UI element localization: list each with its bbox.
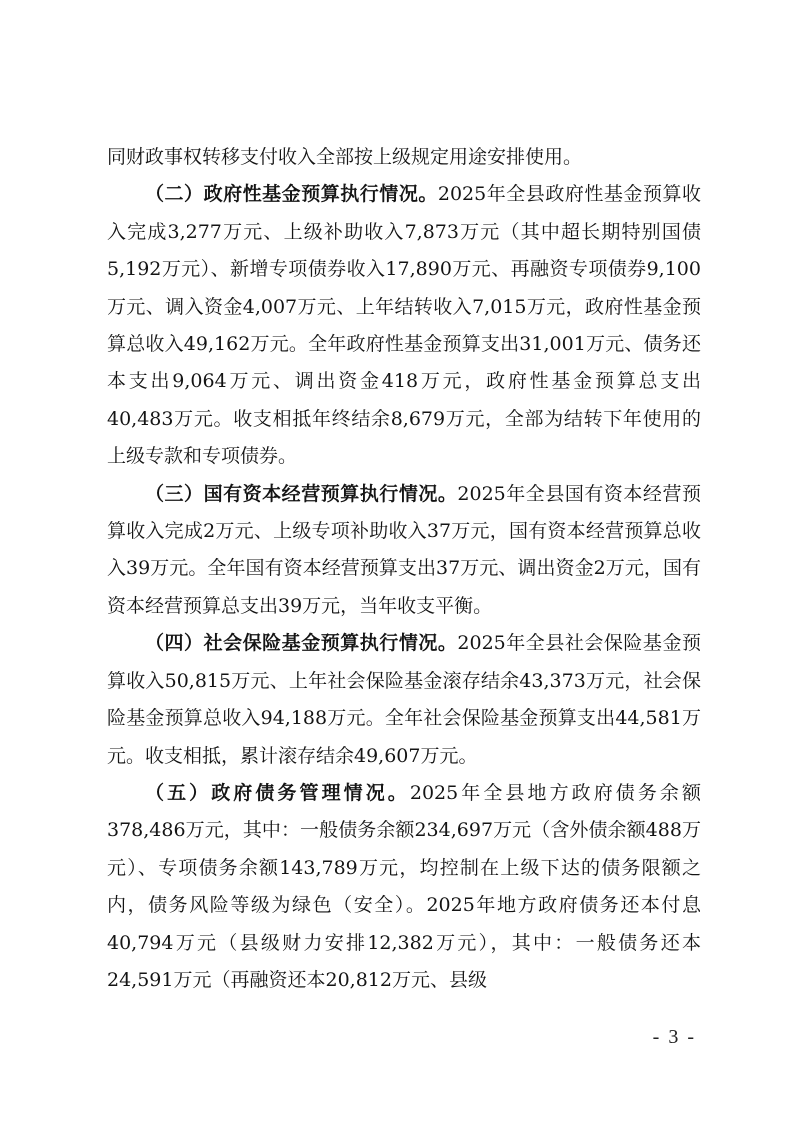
section-paragraph-5 — [107, 775, 701, 999]
section-paragraph-2 — [107, 176, 701, 475]
intro-paragraph: 同财政事权转移支付收入全部按上级规定用途安排使用。 — [107, 146, 583, 168]
section-body-4: 2025年全县社会保险基金预算收入50,815万元、上年社会保险基金滚存结余43,373万元，社会保险基金预算总收入94,188万元。全年社会保险基金预算支出44,581万元。收支相抵，累计滚存结余49,607万元。 — [107, 632, 701, 767]
section-body-3: 2025年全县国有资本经营预算收入完成2万元、上级专项补助收入37万元，国有资本经营预算总收入39万元。全年国有资本经营预算支出37万元、调出资金2万元，国有资本经营预算总支出39万元，当年收支平衡。 — [107, 482, 701, 617]
section-body-2: 2025年全县政府性基金预算收入完成3,277万元、上级补助收入7,873万元（其中超长期特别国债5,192万元）、新增专项债券收入17,890万元、再融资专项债券9,100万元、调入资金4,007万元、上年结转收入7,015万元，政府性基金预算总收入49,162万元。全年政府性基金预算支出31,001万元、债务还本支出9,064万元、调出资金418万元，政府性基金预算总支出40,483万元。收支相抵年终结余8,679万元，全部为结转下年使用的上级专款和专项债券。 — [107, 183, 701, 468]
section-heading-3: （三）国有资本经营预算执行情况。 — [145, 482, 458, 505]
section-heading-2: （二）政府性基金预算执行情况。 — [145, 183, 438, 206]
section-paragraph-4 — [107, 625, 701, 775]
document-body — [107, 139, 701, 999]
page-number: - 3 - — [652, 1026, 696, 1048]
section-paragraph-3 — [107, 476, 701, 626]
section-heading-5: （五）政府债务管理情况。 — [145, 781, 410, 804]
section-body-5: 2025年全县地方政府债务余额378,486万元，其中：一般债务余额234,697万元（含外债余额488万元）、专项债务余额143,789万元，均控制在上级下达的债务限额之内，债务风险等级为绿色（安全）。2025年地方政府债务还本付息40,794万元（县级财力安排12,382万元），其中：一般债务还本24,591万元（再融资还本20,812万元、县级 — [107, 781, 701, 991]
section-heading-4: （四）社会保险基金预算执行情况。 — [145, 632, 458, 655]
